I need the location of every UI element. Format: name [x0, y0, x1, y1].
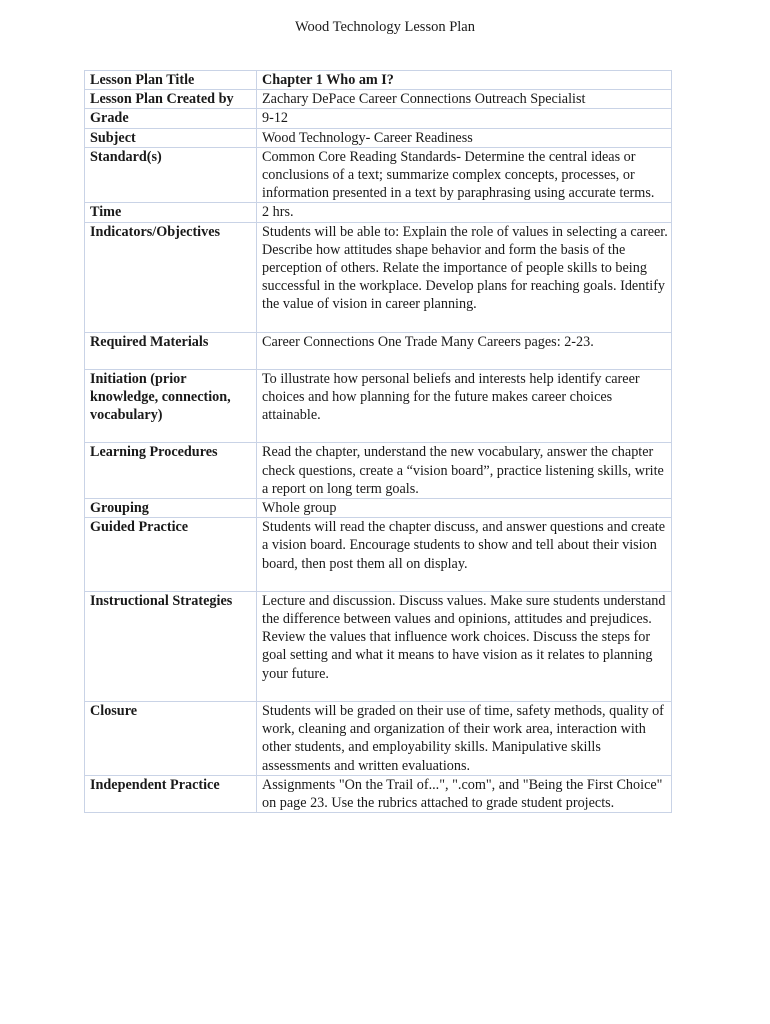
row-value: Common Core Reading Standards- Determine the central ideas or conclusions of a text; summarize complex concepts, processes, or information presented in a text by paraphrasing using accurate terms. — [257, 147, 672, 203]
row-label: Closure — [85, 701, 257, 775]
row-guided-practice — [85, 518, 672, 592]
row-label: Instructional Strategies — [85, 591, 257, 701]
row-time — [85, 203, 672, 222]
row-label: Independent Practice — [85, 775, 257, 812]
row-initiation — [85, 369, 672, 443]
row-value: Whole group — [257, 499, 672, 518]
row-label: Indicators/Objectives — [85, 222, 257, 332]
row-value: To illustrate how personal beliefs and interests help identify career choices and how planning for the future makes career choices attainable. — [257, 369, 672, 443]
row-value: 2 hrs. — [257, 203, 672, 222]
row-value: Assignments "On the Trail of...", ".com", and "Being the First Choice" on page 23. Use the rubrics attached to grade student projects. — [257, 775, 672, 812]
row-instructional-strategies — [85, 591, 672, 701]
row-label: Grade — [85, 109, 257, 128]
row-value: 9-12 — [257, 109, 672, 128]
row-created-by — [85, 90, 672, 109]
row-label: Guided Practice — [85, 518, 257, 592]
row-value: Chapter 1 Who am I? — [257, 71, 672, 90]
row-lesson-plan-title — [85, 71, 672, 90]
row-label: Subject — [85, 128, 257, 147]
row-value: Students will be graded on their use of time, safety methods, quality of work, cleaning and organization of their work area, interaction with other students, and employability skills. Manipulative skills assessments and written evaluations. — [257, 701, 672, 775]
row-indicators-objectives — [85, 222, 672, 332]
row-label: Lesson Plan Created by — [85, 90, 257, 109]
row-value: Students will be able to: Explain the role of values in selecting a career. Describe how attitudes shape behavior and form the basis of the perception of others. Relate the importance of people skills to being successful in the workplace. Develop plans for reaching goals. Identify the value of vision in career planning. — [257, 222, 672, 332]
row-label: Time — [85, 203, 257, 222]
lesson-plan-table — [84, 70, 672, 813]
row-value: Lecture and discussion. Discuss values. Make sure students understand the difference between values and opinions, attitudes and prejudices. Review the values that influence work choices. Discuss the steps for goal setting and what it means to have vision as it relates to planning your future. — [257, 591, 672, 701]
row-grouping — [85, 499, 672, 518]
document-title: Wood Technology Lesson Plan — [295, 19, 475, 35]
row-grade — [85, 109, 672, 128]
row-value: Career Connections One Trade Many Careers pages: 2-23. — [257, 332, 672, 369]
row-required-materials — [85, 332, 672, 369]
row-value: Read the chapter, understand the new vocabulary, answer the chapter check questions, create a “vision board”, practice listening skills, write a report on long term goals. — [257, 443, 672, 499]
row-label: Learning Procedures — [85, 443, 257, 499]
row-label: Lesson Plan Title — [85, 71, 257, 90]
row-label: Grouping — [85, 499, 257, 518]
row-value: Wood Technology- Career Readiness — [257, 128, 672, 147]
row-label: Required Materials — [85, 332, 257, 369]
row-independent-practice — [85, 775, 672, 812]
row-standards — [85, 147, 672, 203]
row-learning-procedures — [85, 443, 672, 499]
row-label: Standard(s) — [85, 147, 257, 203]
row-subject — [85, 128, 672, 147]
row-closure — [85, 701, 672, 775]
row-value: Students will read the chapter discuss, and answer questions and create a vision board. Encourage students to show and tell about their vision board, then post them all on display. — [257, 518, 672, 592]
row-label: Initiation (prior knowledge, connection, vocabulary) — [85, 369, 257, 443]
row-value: Zachary DePace Career Connections Outreach Specialist — [257, 90, 672, 109]
